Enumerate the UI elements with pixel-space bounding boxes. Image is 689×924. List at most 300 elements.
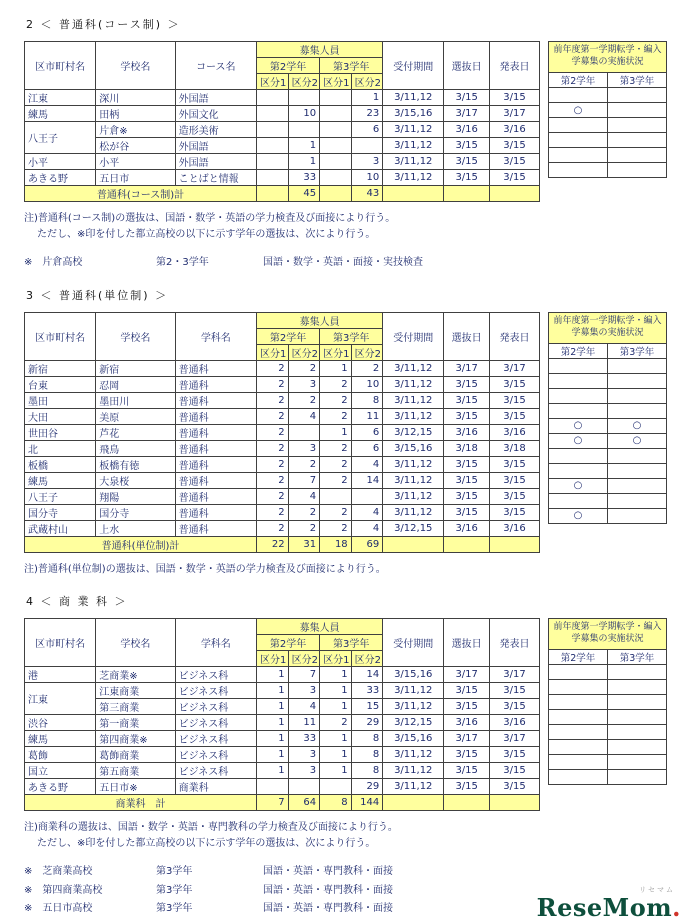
table-row: [25, 392, 540, 408]
special-subjects: 国語・英語・専門教科・面接: [263, 903, 393, 914]
notes-block: [24, 562, 689, 578]
cell-selection: 3/18: [444, 440, 490, 456]
cell-selection: 3/16: [444, 122, 490, 138]
special-rules: [24, 255, 689, 271]
cell-district: 板橋: [25, 456, 96, 472]
col-grade3: 第3学年: [320, 58, 383, 74]
cell-school: 墨田川: [96, 392, 175, 408]
cell-announce: 3/17: [490, 731, 540, 747]
table-row: [549, 508, 667, 523]
cell-selection: 3/16: [444, 715, 490, 731]
cell-school: 葛飾商業: [96, 747, 175, 763]
total-g2d2: 64: [288, 795, 320, 811]
cell-g3d1: 2: [320, 376, 352, 392]
cell-g3d1: 2: [320, 392, 352, 408]
cell-subject: 普通科: [175, 504, 256, 520]
cell-school: 第三商業: [96, 699, 175, 715]
total-row: [25, 795, 540, 811]
special-subjects: 国語・数学・英語・面接・実技検査: [263, 257, 423, 268]
cell-g2d2: 11: [288, 715, 320, 731]
cell-announce: 3/15: [490, 170, 540, 186]
section-title: 3 ＜ 普通科(単位制) ＞: [26, 288, 169, 302]
table-row: [549, 88, 667, 103]
table-row: [549, 433, 667, 448]
col-grade2: 第2学年: [257, 58, 320, 74]
cell-district: 港: [25, 667, 96, 683]
cell-school: 翔陽: [96, 488, 175, 504]
cell-prev2: [549, 403, 608, 418]
col-selection-day: 選抜日: [444, 312, 490, 360]
cell-g3d2: 4: [351, 456, 383, 472]
cell-selection: 3/15: [444, 488, 490, 504]
cell-subject: ビジネス科: [175, 699, 256, 715]
cell-school: 美原: [96, 408, 175, 424]
cell-g2d2: 2: [288, 392, 320, 408]
cell-prev3: [608, 680, 667, 695]
cell-g3d1: 1: [320, 747, 352, 763]
cell-announce: 3/16: [490, 715, 540, 731]
cell-subject: ビジネス科: [175, 731, 256, 747]
section-credit-system: [24, 287, 689, 578]
col-grade2: 第2学年: [257, 635, 320, 651]
cell-announce: 3/15: [490, 763, 540, 779]
cell-subject: 普通科: [175, 440, 256, 456]
cell-school: 芦花: [96, 424, 175, 440]
col-div2: 区分2: [288, 74, 320, 90]
cell-g3d2: 10: [351, 376, 383, 392]
table-row: [549, 695, 667, 710]
cell-district: 葛飾: [25, 747, 96, 763]
col-announce-day: 発表日: [490, 312, 540, 360]
cell-g3d2: 23: [351, 106, 383, 122]
cell-prev3: [608, 358, 667, 373]
cell-period: 3/15,16: [383, 731, 444, 747]
cell-prev2: [549, 358, 608, 373]
cell-g2d2: 7: [288, 667, 320, 683]
note-line: 注)普通科(コース制)の選抜は、国語・数学・英語の学力検査及び面接により行う。: [24, 213, 396, 224]
cell-g3d1: 1: [320, 667, 352, 683]
col-period: 受付期間: [383, 42, 444, 90]
cell-period: 3/15,16: [383, 106, 444, 122]
cell-g2d2: 10: [288, 106, 320, 122]
table-row: [25, 408, 540, 424]
cell-district: 江東: [25, 90, 96, 106]
cell-selection: 3/16: [444, 520, 490, 536]
cell-g2d1: 2: [257, 424, 289, 440]
cell-prev2: [549, 463, 608, 478]
cell-prev3: [608, 388, 667, 403]
cell-g3d2: 8: [351, 392, 383, 408]
cell-period: 3/11,12: [383, 138, 444, 154]
cell-period: 3/11,12: [383, 408, 444, 424]
total-selection-blank: [444, 186, 490, 202]
cell-district: 北: [25, 440, 96, 456]
special-line: [24, 864, 689, 880]
cell-prev3: [608, 740, 667, 755]
total-selection-blank: [444, 795, 490, 811]
cell-district: 練馬: [25, 106, 96, 122]
cell-g2d1: 2: [257, 408, 289, 424]
cell-school: 江東商業: [96, 683, 175, 699]
cell-prev2: [549, 88, 608, 103]
cell-g2d1: [257, 154, 289, 170]
cell-prev2: [549, 740, 608, 755]
cell-school: 板橋有徳: [96, 456, 175, 472]
table-row: [549, 148, 667, 163]
special-grade: 第3学年: [156, 866, 193, 877]
cell-school: 上水: [96, 520, 175, 536]
cell-district: 台東: [25, 376, 96, 392]
table-row: [549, 463, 667, 478]
cell-school: 五日市: [96, 170, 175, 186]
cell-school: 新宿: [96, 360, 175, 376]
cell-announce: 3/18: [490, 440, 540, 456]
cell-selection: 3/15: [444, 154, 490, 170]
section-course-system: [24, 16, 689, 271]
cell-g3d2: 29: [351, 715, 383, 731]
cell-g2d1: [257, 779, 289, 795]
cell-district: 江東: [25, 683, 96, 715]
col-div2: 区分2: [351, 651, 383, 667]
table-row: [25, 779, 540, 795]
col-district: 区市町村名: [25, 619, 96, 667]
cell-g2d1: 1: [257, 699, 289, 715]
table-row: [25, 456, 540, 472]
cell-school: 忍岡: [96, 376, 175, 392]
cell-g3d1: 2: [320, 408, 352, 424]
table-row: [549, 163, 667, 178]
cell-selection: 3/15: [444, 472, 490, 488]
admissions-table: [24, 618, 540, 811]
table-row: [25, 683, 540, 699]
cell-prev2: ○: [549, 103, 608, 118]
total-g2d2: 31: [288, 536, 320, 552]
col-div1: 区分1: [257, 344, 289, 360]
cell-g2d1: [257, 138, 289, 154]
cell-district: 国分寺: [25, 504, 96, 520]
cell-prev3: [608, 710, 667, 725]
cell-period: 3/11,12: [383, 360, 444, 376]
cell-g2d2: 2: [288, 456, 320, 472]
table-row: [25, 106, 540, 122]
cell-g2d1: 2: [257, 376, 289, 392]
cell-period: 3/11,12: [383, 683, 444, 699]
col-div2: 区分2: [351, 74, 383, 90]
cell-g2d2: 3: [288, 747, 320, 763]
cell-g2d1: 2: [257, 360, 289, 376]
cell-g2d1: 2: [257, 456, 289, 472]
cell-selection: 3/15: [444, 170, 490, 186]
col-recruit: 募集人員: [257, 42, 383, 58]
cell-subject: 普通科: [175, 424, 256, 440]
cell-g3d2: 8: [351, 747, 383, 763]
cell-subject: 普通科: [175, 488, 256, 504]
cell-district: あきる野: [25, 779, 96, 795]
cell-g2d1: 2: [257, 440, 289, 456]
col-grade3: 第3学年: [320, 328, 383, 344]
cell-g3d2: 4: [351, 520, 383, 536]
cell-g2d2: [288, 424, 320, 440]
section-title: 4 ＜ 商 業 科 ＞: [26, 595, 128, 608]
cell-selection: 3/17: [444, 731, 490, 747]
table-row: [25, 90, 540, 106]
col-div2: 区分2: [288, 344, 320, 360]
total-label: 商業科 計: [25, 795, 257, 811]
cell-school: 大泉桜: [96, 472, 175, 488]
cell-g2d1: 1: [257, 731, 289, 747]
cell-announce: 3/17: [490, 667, 540, 683]
cell-g2d1: 2: [257, 488, 289, 504]
cell-prev3: ○: [608, 433, 667, 448]
prev-status-table: [548, 41, 667, 178]
col-div2: 区分2: [351, 344, 383, 360]
cell-g3d2: 10: [351, 170, 383, 186]
cell-announce: 3/16: [490, 424, 540, 440]
cell-g3d1: [320, 154, 352, 170]
cell-prev3: [608, 725, 667, 740]
cell-g2d1: 2: [257, 392, 289, 408]
cell-prev3: [608, 463, 667, 478]
cell-selection: 3/17: [444, 360, 490, 376]
cell-prev2: [549, 710, 608, 725]
cell-district: 世田谷: [25, 424, 96, 440]
cell-g3d1: 2: [320, 472, 352, 488]
cell-selection: 3/15: [444, 376, 490, 392]
cell-subject: ビジネス科: [175, 667, 256, 683]
total-period-blank: [383, 186, 444, 202]
table-row: [549, 358, 667, 373]
cell-district: あきる野: [25, 170, 96, 186]
cell-period: 3/11,12: [383, 376, 444, 392]
table-row: [25, 667, 540, 683]
table-row: [25, 424, 540, 440]
cell-selection: 3/15: [444, 392, 490, 408]
cell-prev3: [608, 163, 667, 178]
cell-prev2: ○: [549, 508, 608, 523]
cell-g2d2: 4: [288, 699, 320, 715]
cell-school: 飛鳥: [96, 440, 175, 456]
cell-selection: 3/15: [444, 504, 490, 520]
cell-subject: 普通科: [175, 376, 256, 392]
cell-g2d2: 2: [288, 520, 320, 536]
cell-prev2: [549, 755, 608, 770]
table-row: [549, 725, 667, 740]
cell-district: 国立: [25, 763, 96, 779]
col-div1: 区分1: [257, 651, 289, 667]
cell-prev3: [608, 448, 667, 463]
col-div1: 区分1: [320, 344, 352, 360]
total-g3d1: 8: [320, 795, 352, 811]
col-district: 区市町村名: [25, 312, 96, 360]
table-row: [25, 122, 540, 138]
col-district: 区市町村名: [25, 42, 96, 90]
total-period-blank: [383, 536, 444, 552]
cell-g2d2: 33: [288, 170, 320, 186]
col-school: 学校名: [96, 42, 175, 90]
cell-g3d1: 1: [320, 683, 352, 699]
cell-prev2: [549, 680, 608, 695]
table-row: [549, 665, 667, 680]
cell-g2d1: [257, 122, 289, 138]
cell-g2d1: 2: [257, 472, 289, 488]
special-grade: 第2・3学年: [156, 257, 209, 268]
resemom-logo-kana: リセマム: [639, 886, 675, 894]
cell-prev3: [608, 695, 667, 710]
cell-school: 第四商業※: [96, 731, 175, 747]
cell-subject: ビジネス科: [175, 747, 256, 763]
cell-prev3: [608, 148, 667, 163]
cell-period: 3/11,12: [383, 392, 444, 408]
cell-course: ことばと情報: [175, 170, 256, 186]
cell-g3d2: 1: [351, 90, 383, 106]
cell-period: 3/11,12: [383, 488, 444, 504]
cell-g3d2: 15: [351, 699, 383, 715]
col-subject: 学科名: [175, 312, 256, 360]
cell-subject: ビジネス科: [175, 683, 256, 699]
special-school: ※ 第四商業高校: [24, 884, 103, 896]
cell-course: 外国語: [175, 90, 256, 106]
cell-announce: 3/16: [490, 520, 540, 536]
special-subjects: 国語・英語・専門教科・面接: [263, 884, 393, 896]
cell-prev3: [608, 770, 667, 785]
cell-selection: 3/15: [444, 683, 490, 699]
table-row: [549, 418, 667, 433]
cell-prev3: [608, 373, 667, 388]
col-prev-grade2: 第2学年: [549, 343, 608, 358]
cell-g3d1: 1: [320, 699, 352, 715]
cell-subject: ビジネス科: [175, 715, 256, 731]
table-row: [25, 731, 540, 747]
table-row: [25, 440, 540, 456]
cell-announce: 3/15: [490, 376, 540, 392]
cell-prev2: [549, 770, 608, 785]
cell-period: 3/11,12: [383, 154, 444, 170]
col-grade3: 第3学年: [320, 635, 383, 651]
special-school: ※ 片倉高校: [24, 257, 83, 268]
cell-g3d1: 1: [320, 424, 352, 440]
total-g2d2: 45: [288, 186, 320, 202]
cell-selection: 3/16: [444, 424, 490, 440]
table-row: [549, 103, 667, 118]
cell-g2d2: [288, 779, 320, 795]
section-title: 2 ＜ 普通科(コース制) ＞: [26, 18, 181, 31]
cell-selection: 3/15: [444, 90, 490, 106]
cell-school: 五日市※: [96, 779, 175, 795]
special-grade: 第3学年: [156, 903, 193, 914]
total-g3d2: 144: [351, 795, 383, 811]
cell-prev3: [608, 103, 667, 118]
cell-g3d1: 1: [320, 763, 352, 779]
cell-subject: ビジネス科: [175, 763, 256, 779]
cell-selection: 3/15: [444, 763, 490, 779]
cell-g2d1: 1: [257, 763, 289, 779]
cell-school: 国分寺: [96, 504, 175, 520]
cell-g2d2: 4: [288, 488, 320, 504]
table-row: [549, 388, 667, 403]
col-div1: 区分1: [320, 651, 352, 667]
cell-district: 八王子: [25, 122, 96, 154]
cell-prev2: [549, 373, 608, 388]
cell-prev3: [608, 88, 667, 103]
col-prev-grade2: 第2学年: [549, 73, 608, 88]
cell-school: 松が谷: [96, 138, 175, 154]
col-subject: 学科名: [175, 619, 256, 667]
cell-selection: 3/15: [444, 408, 490, 424]
cell-selection: 3/15: [444, 779, 490, 795]
cell-g3d1: [320, 138, 352, 154]
cell-g3d1: 1: [320, 731, 352, 747]
cell-announce: 3/15: [490, 392, 540, 408]
col-prev-grade3: 第3学年: [608, 73, 667, 88]
cell-announce: 3/15: [490, 138, 540, 154]
cell-prev3: [608, 478, 667, 493]
cell-school: 小平: [96, 154, 175, 170]
cell-selection: 3/17: [444, 667, 490, 683]
cell-g3d1: [320, 488, 352, 504]
total-g2d1: 22: [257, 536, 289, 552]
cell-selection: 3/17: [444, 106, 490, 122]
cell-announce: 3/15: [490, 408, 540, 424]
total-g3d1: 18: [320, 536, 352, 552]
admissions-table: [24, 41, 540, 202]
cell-prev2: [549, 695, 608, 710]
cell-announce: 3/15: [490, 504, 540, 520]
total-g3d1: [320, 186, 352, 202]
cell-course: 外国文化: [175, 106, 256, 122]
cell-g2d2: 2: [288, 504, 320, 520]
cell-g3d2: 8: [351, 763, 383, 779]
cell-g3d2: 29: [351, 779, 383, 795]
cell-g3d2: 33: [351, 683, 383, 699]
cell-g3d1: [320, 170, 352, 186]
table-row: [549, 478, 667, 493]
special-grade: 第3学年: [156, 884, 193, 896]
col-period: 受付期間: [383, 312, 444, 360]
cell-selection: 3/15: [444, 138, 490, 154]
cell-prev3: [608, 133, 667, 148]
cell-prev2: [549, 163, 608, 178]
col-selection-day: 選抜日: [444, 619, 490, 667]
cell-g2d2: [288, 122, 320, 138]
cell-announce: 3/17: [490, 360, 540, 376]
cell-course: 外国語: [175, 138, 256, 154]
tables-row: [24, 618, 689, 811]
cell-subject: 普通科: [175, 392, 256, 408]
cell-g3d2: 6: [351, 424, 383, 440]
cell-g3d1: 2: [320, 456, 352, 472]
total-g3d2: 43: [351, 186, 383, 202]
cell-prev2: [549, 493, 608, 508]
cell-subject: 普通科: [175, 472, 256, 488]
total-label: 普通科(単位制)計: [25, 536, 257, 552]
cell-g2d1: [257, 106, 289, 122]
cell-prev2: [549, 133, 608, 148]
cell-g3d1: [320, 90, 352, 106]
cell-course: 外国語: [175, 154, 256, 170]
cell-course: 造形美術: [175, 122, 256, 138]
resemom-logo: [537, 887, 681, 920]
table-row: [549, 493, 667, 508]
cell-announce: 3/15: [490, 699, 540, 715]
cell-g2d2: 33: [288, 731, 320, 747]
prev-status-table: [548, 312, 667, 524]
special-subjects: 国語・英語・専門教科・面接: [263, 866, 393, 877]
table-row: [25, 138, 540, 154]
cell-g2d1: 1: [257, 715, 289, 731]
total-g3d2: 69: [351, 536, 383, 552]
cell-g2d2: 3: [288, 683, 320, 699]
cell-g2d1: [257, 90, 289, 106]
